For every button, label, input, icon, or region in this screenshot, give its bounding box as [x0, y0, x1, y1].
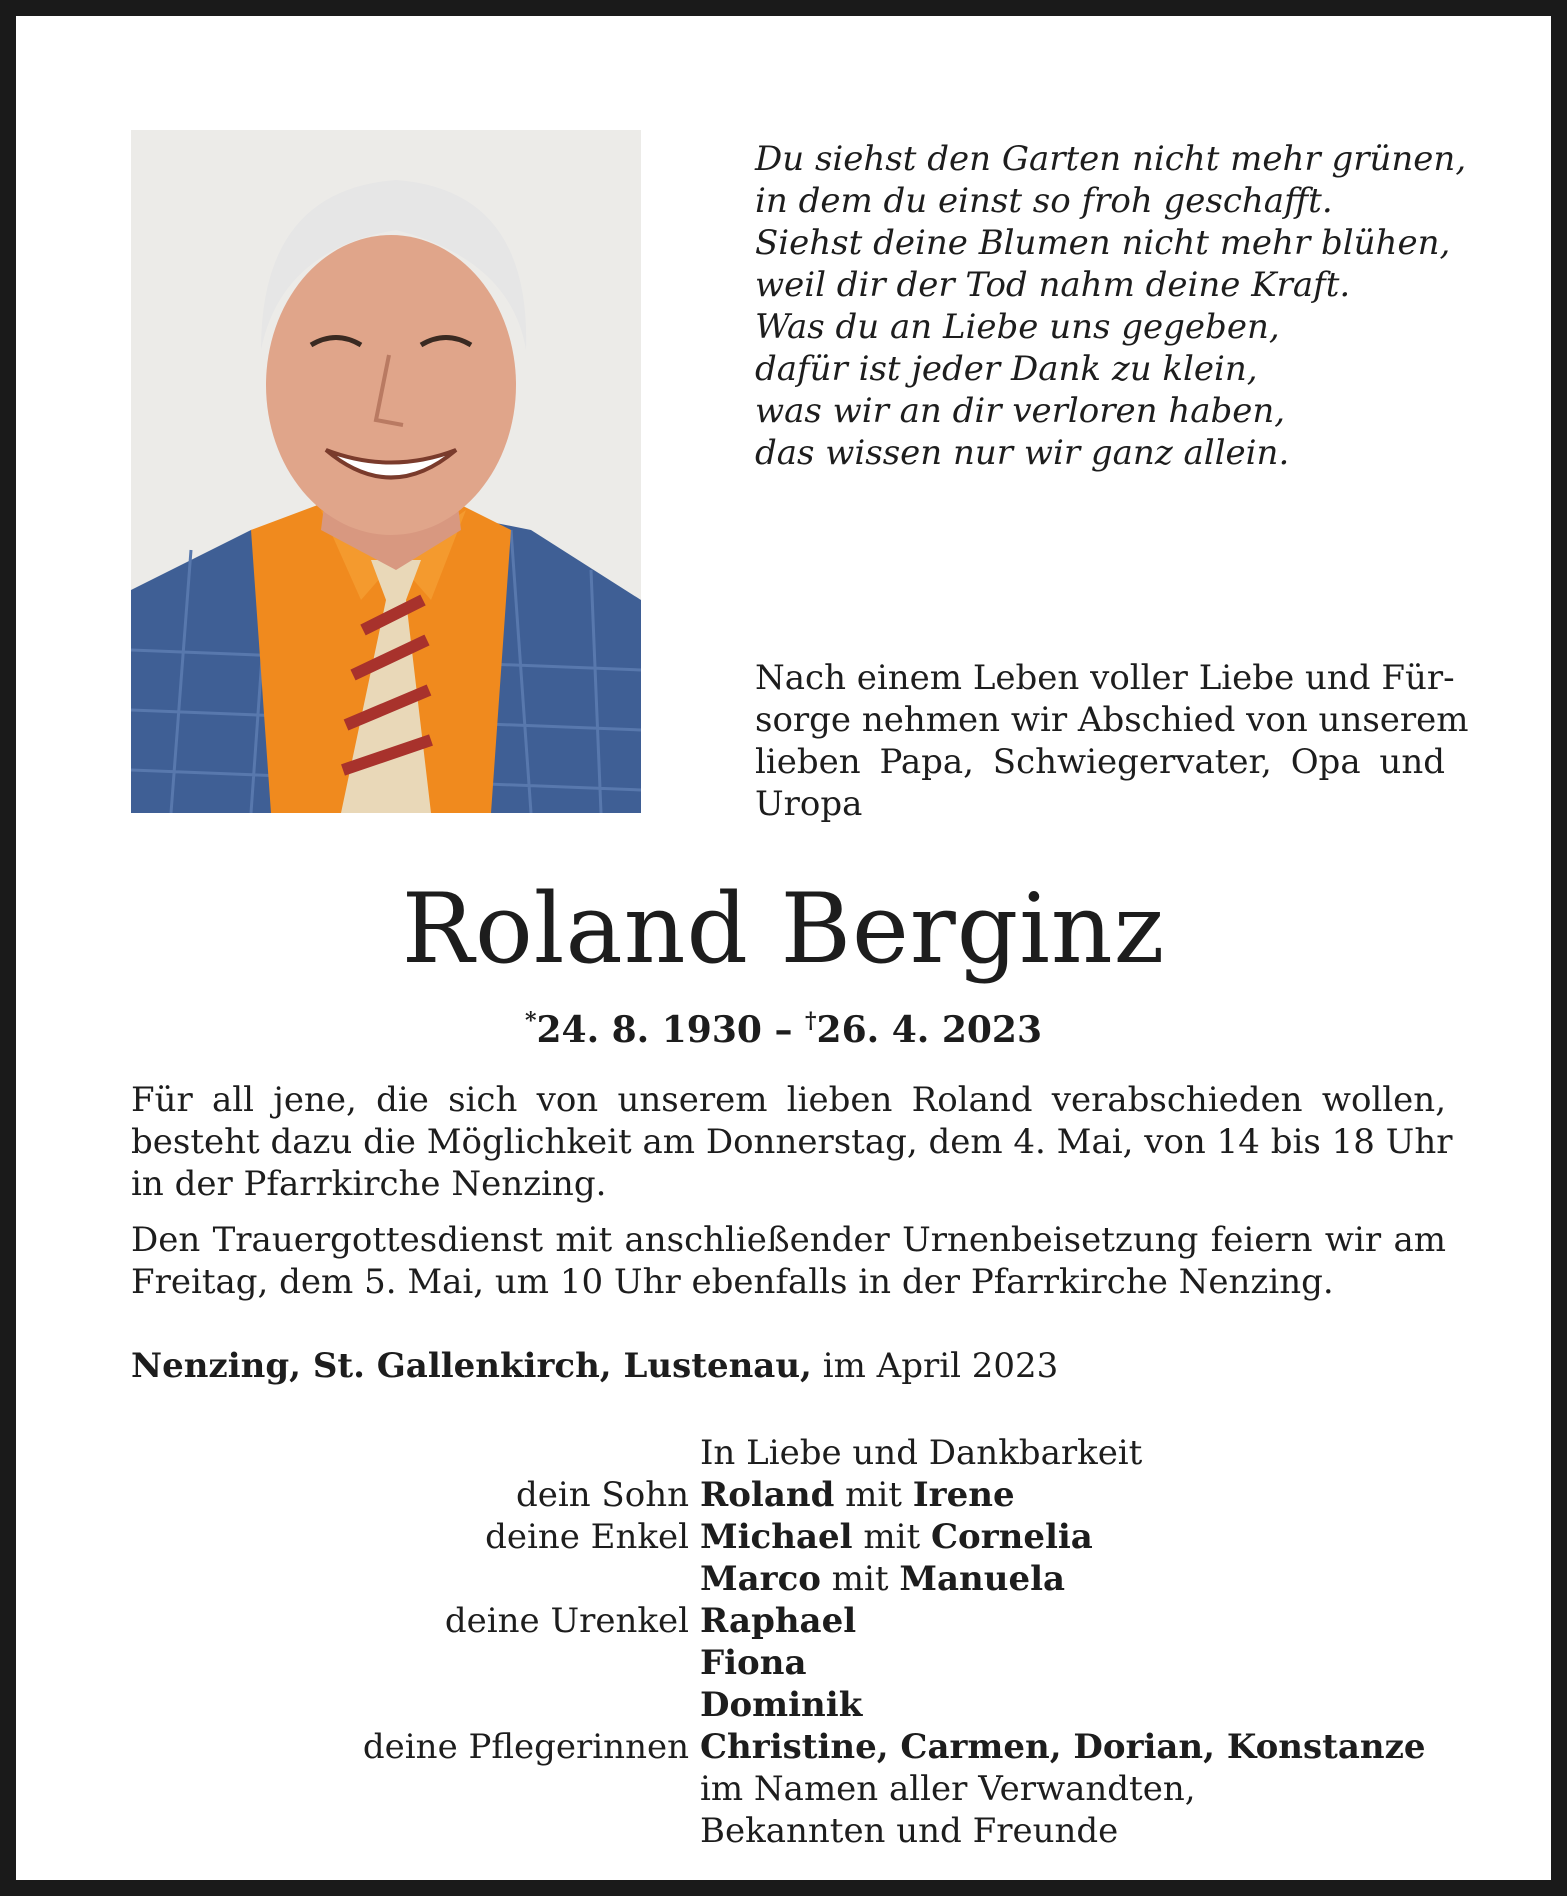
- life-dates: [16, 999, 1551, 1052]
- service-line: besteht dazu die Möglichkeit am Donnerstag, dem 4. Mai, von 14 bis 18 Uhr: [131, 1122, 1453, 1162]
- intro-text: [755, 657, 1469, 825]
- relation-names: Christine, Carmen, Dorian, Konstanze: [700, 1727, 1426, 1767]
- relation-label: deine Pflegerinnen: [362, 1727, 689, 1767]
- relation-names: Dominik: [700, 1685, 863, 1725]
- relation-label: deine Urenkel: [444, 1601, 689, 1641]
- family-row: [16, 1768, 1551, 1810]
- deceased-name: Roland Berginz: [401, 873, 1166, 985]
- poem-line: Siehst deine Blumen nicht mehr blühen,: [755, 223, 1451, 263]
- relation-names: Michael mit Cornelia: [700, 1517, 1093, 1557]
- poem-line: Du siehst den Garten nicht mehr grünen,: [755, 139, 1467, 179]
- family-row: [16, 1558, 1551, 1600]
- poem-line: weil dir der Tod nahm deine Kraft.: [755, 265, 1351, 305]
- service-line: in der Pfarrkirche Nenzing.: [131, 1164, 607, 1204]
- relatives-line: im Namen aller Verwandten,: [700, 1769, 1196, 1809]
- service-line: Freitag, dem 5. Mai, um 10 Uhr ebenfalls in der Pfarrkirche Nenzing.: [131, 1262, 1334, 1302]
- family-row: [16, 1810, 1551, 1852]
- family-row: [16, 1600, 1551, 1642]
- relation-label: dein Sohn: [515, 1475, 689, 1515]
- relatives-line: Bekannten und Freunde: [700, 1811, 1119, 1851]
- family-row: [16, 1516, 1551, 1558]
- relation-names: Raphael: [700, 1601, 857, 1641]
- poem-line: in dem du einst so froh geschafft.: [755, 181, 1333, 221]
- relation-names: Marco mit Manuela: [700, 1559, 1066, 1599]
- portrait-image: [131, 130, 641, 813]
- poem-line: Was du an Liebe uns gegeben,: [755, 307, 1280, 347]
- intro-line: lieben Papa, Schwiegervater, Opa und: [755, 742, 1445, 782]
- death-symbol: †: [805, 1008, 817, 1034]
- place-date: [131, 1345, 1058, 1387]
- birth-date: 24. 8. 1930: [536, 1009, 762, 1051]
- relation-names: Fiona: [700, 1643, 807, 1683]
- service-line: Den Trauergottesdienst mit anschließender Urnenbeisetzung feiern wir am: [131, 1220, 1446, 1260]
- relation-label: deine Enkel: [485, 1517, 689, 1557]
- obituary-page: [16, 16, 1551, 1880]
- death-date: 26. 4. 2023: [816, 1009, 1043, 1051]
- family-row: [16, 1474, 1551, 1516]
- place-locations: Nenzing, St. Gallenkirch, Lustenau,: [131, 1346, 812, 1386]
- intro-line: Uropa: [755, 784, 863, 824]
- place-month: im April 2023: [811, 1346, 1059, 1386]
- poem-line: dafür ist jeder Dank zu klein,: [755, 349, 1258, 389]
- family-row: [16, 1684, 1551, 1726]
- family-row: [16, 1726, 1551, 1768]
- poem: [755, 138, 1475, 474]
- service-details: [131, 1079, 1453, 1303]
- poem-line: was wir an dir verloren haben,: [755, 391, 1286, 431]
- relation-names: Roland mit Irene: [700, 1475, 1015, 1515]
- intro-line: sorge nehmen wir Abschied von unserem: [755, 700, 1469, 740]
- date-separator: –: [761, 1009, 806, 1051]
- family-row: [16, 1642, 1551, 1684]
- birth-symbol: *: [524, 1008, 537, 1034]
- service-line: Für all jene, die sich von unserem lieben Roland verabschieden wollen,: [131, 1080, 1446, 1120]
- intro-line: Nach einem Leben voller Liebe und Für-: [755, 658, 1455, 698]
- poem-line: das wissen nur wir ganz allein.: [755, 433, 1290, 473]
- closing-phrase: In Liebe und Dankbarkeit: [700, 1433, 1143, 1473]
- portrait-photo: [131, 130, 641, 813]
